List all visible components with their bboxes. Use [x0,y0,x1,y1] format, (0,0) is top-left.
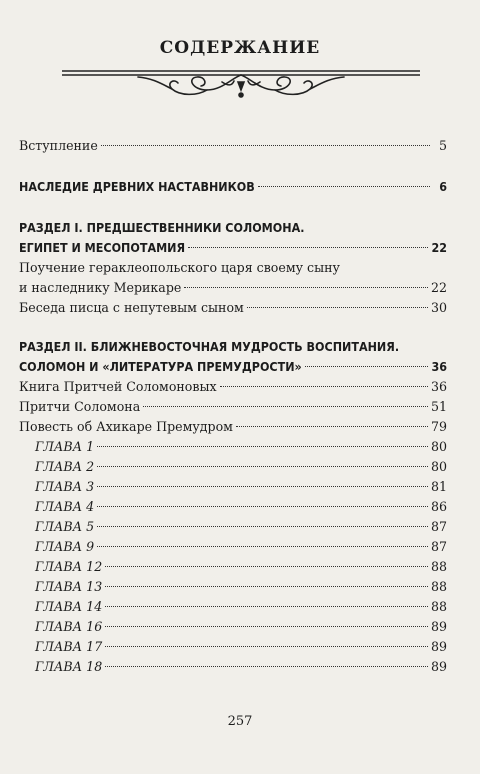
toc-chapter[interactable]: ГЛАВА 3 81 [35,479,447,494]
dot-leader [97,506,428,507]
dot-leader [258,186,430,187]
dot-leader [236,426,428,427]
toc-entry-scribe[interactable]: Беседа писца с непутевым сыном 30 [19,300,447,315]
toc-section-1[interactable] [19,218,447,258]
toc-chapter[interactable]: ГЛАВА 16 89 [35,619,447,634]
toc-entry-ahikar[interactable]: Повесть об Ахикаре Премудром 79 [19,419,447,434]
dot-leader [105,586,428,587]
dot-leader [247,307,428,308]
dot-leader [97,446,428,447]
toc-chapter[interactable]: ГЛАВА 17 89 [35,639,447,654]
toc-chapter[interactable]: ГЛАВА 4 86 [35,499,447,514]
toc-chapter[interactable]: ГЛАВА 9 87 [35,539,447,554]
table-of-contents [19,126,447,677]
toc-section-2-line2-row: СОЛОМОН И «ЛИТЕРАТУРА ПРЕМУДРОСТИ» 36 [19,359,447,374]
dot-leader [143,406,428,407]
dot-leader [97,486,428,487]
toc-entry-intro[interactable]: Вступление 5 [19,138,447,153]
page-title: СОДЕРЖАНИЕ [159,38,321,58]
dot-leader [184,287,428,288]
dot-leader [105,626,428,627]
dot-leader [305,366,429,367]
dot-leader [188,247,428,248]
toc-section-2[interactable] [19,337,447,377]
toc-section-1-line2-row: ЕГИПЕТ И МЕСОПОТАМИЯ 22 [19,240,447,255]
toc-entry-proverbs[interactable]: Притчи Соломона 51 [19,399,447,414]
toc-chapter[interactable]: ГЛАВА 13 88 [35,579,447,594]
toc-entry-legacy[interactable]: НАСЛЕДИЕ ДРЕВНИХ НАСТАВНИКОВ 6 [19,179,447,194]
toc-chapter[interactable]: ГЛАВА 18 89 [35,659,447,674]
dot-leader [105,606,428,607]
toc-section-1-line1: РАЗДЕЛ I. ПРЕДШЕСТВЕННИКИ СОЛОМОНА. [19,220,305,235]
dot-leader [97,526,428,527]
dot-leader [101,145,430,146]
toc-chapter[interactable]: ГЛАВА 2 80 [35,459,447,474]
toc-chapter[interactable]: ГЛАВА 1 80 [35,439,447,454]
dot-leader [97,546,428,547]
toc-chapter[interactable]: ГЛАВА 12 88 [35,559,447,574]
toc-chapter[interactable]: ГЛАВА 14 88 [35,599,447,614]
toc-section-2-line1: РАЗДЕЛ II. БЛИЖНЕВОСТОЧНАЯ МУДРОСТЬ ВОСПИТАНИЯ. [19,339,400,354]
dot-leader [220,386,428,387]
dot-leader [105,566,428,567]
dot-leader [105,666,428,667]
page-number: 257 [227,714,253,729]
toc-entry-merikare[interactable]: Поучение гераклеопольского царя своему сыну и наследнику Мерикаре 22 [19,260,447,295]
toc-entry-proverbs-book[interactable]: Книга Притчей Соломоновых 36 [19,379,447,394]
ornamental-divider-icon [62,64,420,100]
toc-chapter[interactable]: ГЛАВА 5 87 [35,519,447,534]
dot-leader [97,466,428,467]
chapter-list [19,437,447,677]
dot-leader [105,646,428,647]
